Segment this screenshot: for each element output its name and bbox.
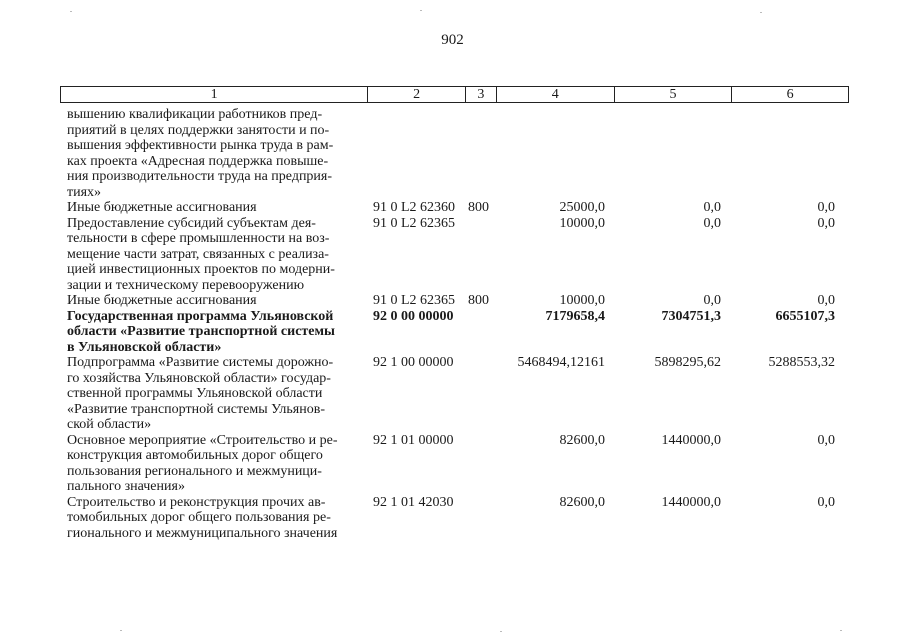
row-code: 91 0 L2 62360 bbox=[373, 200, 456, 215]
row-code: 91 0 L2 62365 bbox=[373, 293, 456, 308]
row-name-line: конструкция автомобильных дорог общего bbox=[67, 448, 323, 463]
row-name-line: ния производительности труда на предприя- bbox=[67, 169, 333, 184]
row-name-line: тельности в сфере промышленности на воз- bbox=[67, 231, 330, 246]
table-row bbox=[60, 293, 849, 309]
row-name-line: мещение части затрат, связанных с реализа- bbox=[67, 246, 329, 262]
row-name-line: ственной программы Ульяновской области bbox=[67, 386, 323, 401]
row-name bbox=[60, 107, 368, 200]
row-value-3: 6655107,3 bbox=[775, 308, 835, 324]
row-name-line: пального значения» bbox=[67, 479, 185, 494]
row-value-1: 10000,0 bbox=[559, 215, 605, 231]
row-type bbox=[466, 309, 497, 356]
row-type: 800 bbox=[468, 293, 489, 308]
row-code: 92 1 01 42030 bbox=[373, 494, 454, 510]
row-name-line: зации и техническому перевооружению bbox=[67, 277, 305, 293]
row-code: 91 0 L2 62365 bbox=[373, 215, 456, 231]
row-name bbox=[60, 293, 368, 309]
row-name bbox=[60, 200, 368, 216]
row-name-line: ках проекта «Адресная поддержка повыше- bbox=[67, 153, 329, 169]
row-name-line: го хозяйства Ульяновской области» государ- bbox=[67, 370, 331, 386]
table-header bbox=[60, 86, 849, 103]
table-row bbox=[60, 216, 849, 294]
row-code: 92 0 00 00000 bbox=[373, 308, 454, 324]
row-name-line: Основное мероприятие «Строительство и ре- bbox=[67, 432, 338, 448]
row-name-line: Подпрограмма «Развитие системы дорожно- bbox=[67, 355, 334, 370]
row-value-1: 82600,0 bbox=[559, 432, 605, 448]
row-name-line: области «Развитие транспортной системы bbox=[67, 324, 335, 339]
header-col-2: 2 bbox=[368, 87, 466, 102]
header-col-3: 3 bbox=[466, 87, 497, 102]
row-name-line: томобильных дорог общего пользования ре- bbox=[67, 510, 331, 525]
row-value-1 bbox=[497, 107, 615, 200]
row-type bbox=[466, 107, 497, 200]
row-value-3: 0,0 bbox=[817, 293, 835, 308]
table-body bbox=[60, 107, 849, 541]
row-value-3: 0,0 bbox=[817, 494, 835, 510]
row-name-line: Иные бюджетные ассигнования bbox=[67, 200, 257, 215]
row-value-2: 0,0 bbox=[703, 200, 721, 215]
table-row bbox=[60, 107, 849, 200]
row-value-2: 0,0 bbox=[703, 293, 721, 308]
row-name-line: ской области» bbox=[67, 417, 152, 432]
header-col-5: 5 bbox=[615, 87, 733, 102]
row-value-1: 25000,0 bbox=[559, 200, 605, 215]
row-name-line: пользования регионального и межмуници- bbox=[67, 463, 322, 479]
row-value-2: 1440000,0 bbox=[661, 432, 721, 448]
page-number: 902 bbox=[441, 32, 464, 48]
table-row bbox=[60, 355, 849, 433]
row-name-line: гионального и межмуниципального значения bbox=[67, 525, 338, 541]
row-value-3: 0,0 bbox=[817, 200, 835, 215]
table-row bbox=[60, 433, 849, 495]
row-name-line: вышению квалификации работников пред- bbox=[67, 107, 323, 122]
header-col-6: 6 bbox=[786, 87, 794, 102]
header-col-4: 4 bbox=[497, 87, 615, 102]
row-name-line: Государственная программа Ульяновской bbox=[67, 308, 334, 324]
row-name-line: в Ульяновской области» bbox=[67, 339, 222, 355]
row-value-2: 0,0 bbox=[703, 215, 721, 231]
row-name-line: вышения эффективности рынка труда в рам- bbox=[67, 138, 334, 153]
row-name bbox=[60, 309, 368, 356]
row-code: 92 1 01 00000 bbox=[373, 432, 454, 448]
row-type: 800 bbox=[468, 200, 489, 215]
row-value-3: 0,0 bbox=[817, 432, 835, 448]
row-value-2 bbox=[615, 107, 733, 200]
row-type bbox=[466, 433, 497, 495]
row-name bbox=[60, 355, 368, 433]
row-name-line: «Развитие транспортной системы Ульянов- bbox=[67, 401, 326, 417]
row-code: 92 1 00 00000 bbox=[373, 355, 454, 370]
row-name-line: приятий в целях поддержки занятости и по- bbox=[67, 122, 330, 138]
row-name-line: Строительство и реконструкция прочих ав- bbox=[67, 494, 326, 510]
row-value-3: 5288553,32 bbox=[768, 355, 835, 370]
row-value-3 bbox=[733, 107, 849, 200]
row-name-line: цией инвестиционных проектов по модерни- bbox=[67, 262, 335, 277]
table-row bbox=[60, 200, 849, 216]
header-col-1: 1 bbox=[61, 87, 368, 102]
row-value-1: 10000,0 bbox=[559, 293, 605, 308]
row-type bbox=[466, 216, 497, 294]
row-code bbox=[368, 107, 466, 200]
row-value-1: 82600,0 bbox=[559, 494, 605, 510]
row-type bbox=[466, 495, 497, 542]
row-value-1: 5468494,12161 bbox=[517, 355, 605, 370]
row-value-2: 7304751,3 bbox=[661, 308, 721, 324]
row-name bbox=[60, 433, 368, 495]
row-name bbox=[60, 495, 368, 542]
row-name-line: Иные бюджетные ассигнования bbox=[67, 293, 257, 308]
row-type bbox=[466, 355, 497, 433]
row-value-2: 1440000,0 bbox=[661, 494, 721, 510]
row-value-2: 5898295,62 bbox=[654, 355, 721, 370]
table-row bbox=[60, 309, 849, 356]
row-name-line: тиях» bbox=[67, 184, 102, 200]
row-name-line: Предоставление субсидий субъектам дея- bbox=[67, 215, 316, 231]
table-row bbox=[60, 495, 849, 542]
row-value-3: 0,0 bbox=[817, 215, 835, 231]
row-value-1: 7179658,4 bbox=[545, 308, 605, 324]
row-name bbox=[60, 216, 368, 294]
